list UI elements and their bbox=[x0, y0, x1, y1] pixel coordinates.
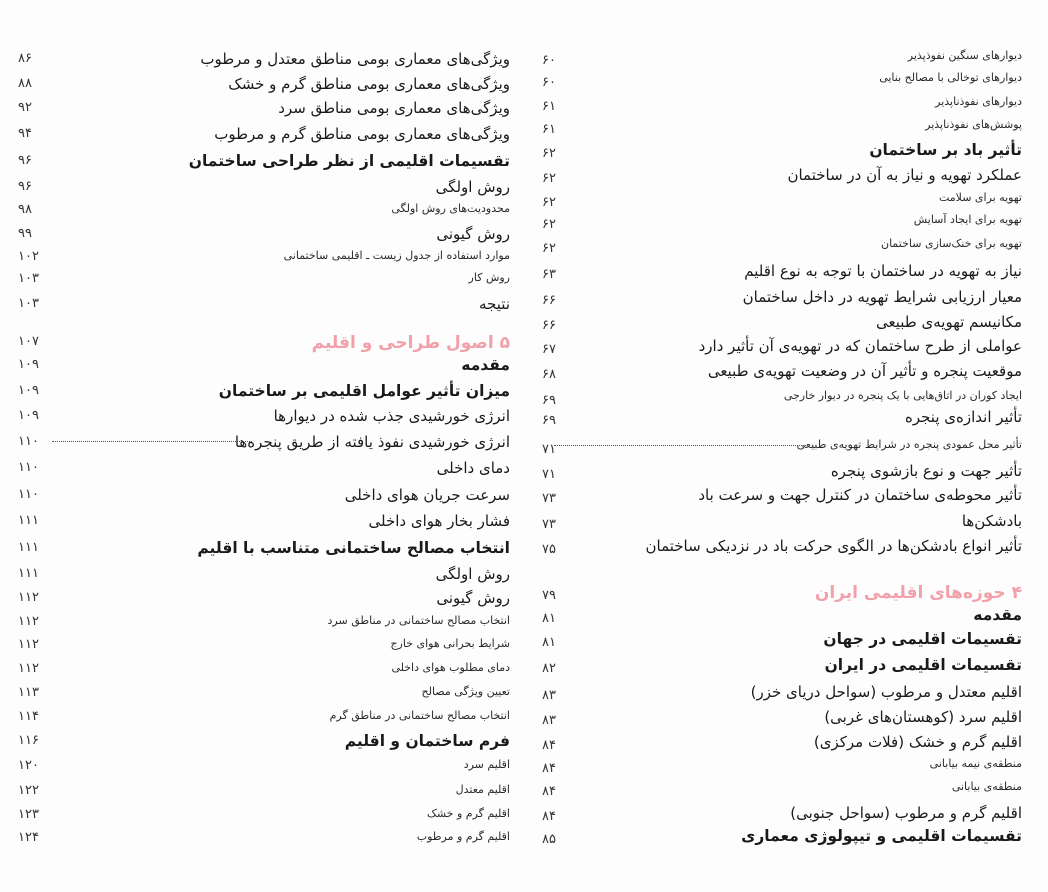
page-number: ۶۳ bbox=[542, 267, 556, 282]
page-number: ۹۲ bbox=[18, 100, 32, 115]
toc-entry: اقلیم گرم و مرطوب (سواحل جنوبی) bbox=[790, 804, 1022, 822]
page-number: ۸۳ bbox=[542, 688, 556, 703]
page-number: ۱۱۱ bbox=[18, 566, 39, 581]
toc-subentry: منطقه‌ی نیمه بیابانی bbox=[929, 757, 1022, 770]
page-number: ۸۸ bbox=[18, 76, 32, 91]
page-number: ۶۲ bbox=[542, 217, 556, 232]
toc-subentry: منطقه‌ی بیابانی bbox=[951, 780, 1022, 793]
toc-entry: مکانیسم تهویه‌ی طبیعی bbox=[875, 313, 1022, 331]
toc-subentry: موارد استفاده از جدول زیست ـ اقلیمی ساختمانی bbox=[283, 249, 510, 262]
toc-subentry: تهویه برای ایجاد آسایش bbox=[913, 213, 1022, 226]
page-number: ۹۸ bbox=[18, 202, 32, 217]
toc-subentry: دیوارهای توخالی با مصالح بنایی bbox=[879, 71, 1022, 84]
page-number: ۱۲۴ bbox=[18, 830, 39, 845]
page-number: ۱۰۹ bbox=[18, 357, 39, 372]
page-number: ۸۲ bbox=[542, 661, 556, 676]
dot-leader bbox=[554, 445, 810, 446]
page-number: ۸۶ bbox=[18, 51, 32, 66]
page-number: ۷۳ bbox=[542, 491, 556, 506]
toc-subentry: روش کار bbox=[468, 271, 510, 284]
page-number: ۱۲۳ bbox=[18, 807, 39, 822]
page-number: ۶۲ bbox=[542, 195, 556, 210]
page-number: ۱۰۷ bbox=[18, 334, 39, 349]
page-number: ۶۲ bbox=[542, 146, 556, 161]
toc-subentry: اقلیم سرد bbox=[463, 758, 510, 771]
page-number: ۶۲ bbox=[542, 171, 556, 186]
toc-subentry: تهویه برای سلامت bbox=[938, 191, 1022, 204]
section-heading: مقدمه bbox=[461, 356, 510, 374]
page-number: ۶۰ bbox=[542, 75, 556, 90]
page-number: ۱۱۰ bbox=[18, 460, 39, 475]
toc-entry: روش گیونی bbox=[436, 225, 510, 243]
toc-entry: اقلیم گرم و خشک (فلات مرکزی) bbox=[813, 733, 1022, 751]
page-number: ۷۱ bbox=[542, 442, 556, 457]
section-heading: تأثیر باد بر ساختمان bbox=[869, 141, 1022, 159]
toc-entry: روش اولگی bbox=[435, 178, 510, 196]
page-number: ۶۱ bbox=[542, 122, 556, 137]
toc-right-column bbox=[530, 0, 1048, 892]
page-number: ۱۱۱ bbox=[18, 513, 39, 528]
page-number: ۶۸ bbox=[542, 367, 556, 382]
toc-entry: ویژگی‌های معماری بومی مناطق گرم و مرطوب bbox=[214, 125, 510, 143]
toc-subentry: پوشش‌های نفوذناپذیر bbox=[925, 118, 1022, 131]
page-number: ۱۰۹ bbox=[18, 383, 39, 398]
toc-entry: اقلیم سرد (کوهستان‌های غربی) bbox=[824, 708, 1022, 726]
toc-subentry: دیوارهای نفوذناپذیر bbox=[935, 95, 1022, 108]
toc-entry: تأثیر اندازه‌ی پنجره bbox=[904, 408, 1022, 426]
toc-subentry: دیوارهای سنگین نفوذپذیر bbox=[907, 49, 1022, 62]
toc-entry: دمای داخلی bbox=[436, 459, 510, 477]
page-number: ۹۴ bbox=[18, 126, 32, 141]
chapter-title: ۴ حوزه‌های اقلیمی ایران bbox=[814, 583, 1022, 603]
section-heading: تقسیمات اقلیمی در جهان bbox=[823, 630, 1022, 648]
toc-subentry: انتخاب مصالح ساختمانی در مناطق سرد bbox=[327, 614, 510, 627]
page-number: ۱۱۳ bbox=[18, 685, 39, 700]
toc-entry: روش گیونی bbox=[436, 589, 510, 607]
page-number: ۱۱۶ bbox=[18, 733, 39, 748]
toc-entry: انرژی خورشیدی نفوذ یافته از طریق پنجره‌ها bbox=[234, 433, 510, 451]
page-number: ۷۱ bbox=[542, 467, 556, 482]
toc-entry: موقعیت پنجره و تأثیر آن در وضعیت تهویه‌ی طبیعی bbox=[707, 362, 1022, 380]
page-number: ۱۰۳ bbox=[18, 271, 39, 286]
page-number: ۸۱ bbox=[542, 611, 556, 626]
page-number: ۱۲۰ bbox=[18, 758, 39, 773]
toc-entry: سرعت جریان هوای داخلی bbox=[344, 486, 510, 504]
page-number: ۱۱۰ bbox=[18, 434, 39, 449]
page-number: ۱۱۴ bbox=[18, 709, 39, 724]
page-number: ۶۰ bbox=[542, 53, 556, 68]
toc-subentry: اقلیم گرم و مرطوب bbox=[416, 830, 510, 843]
toc-entry: تأثیر محوطه‌ی ساختمان در کنترل جهت و سرعت باد bbox=[698, 486, 1022, 504]
section-heading: انتخاب مصالح ساختمانی متناسب با اقلیم bbox=[197, 539, 510, 557]
page-number: ۷۳ bbox=[542, 517, 556, 532]
section-heading: فرم ساختمان و اقلیم bbox=[344, 732, 510, 750]
page-number: ۶۱ bbox=[542, 99, 556, 114]
toc-entry: ویژگی‌های معماری بومی مناطق معتدل و مرطوب bbox=[200, 50, 510, 68]
toc-subentry: تأثیر محل عمودی پنجره در شرایط تهویه‌ی طبیعی bbox=[796, 438, 1022, 451]
toc-entry: ویژگی‌های معماری بومی مناطق سرد bbox=[278, 99, 510, 117]
page-number: ۹۶ bbox=[18, 179, 32, 194]
toc-subentry: تعیین ویژگی مصالح bbox=[421, 685, 510, 698]
page-number: ۸۴ bbox=[542, 809, 556, 824]
page-number: ۸۴ bbox=[542, 784, 556, 799]
page-number: ۶۶ bbox=[542, 293, 556, 308]
toc-subentry: دمای مطلوب هوای داخلی bbox=[391, 661, 510, 674]
dot-leader bbox=[52, 441, 252, 442]
section-heading: تقسیمات اقلیمی از نظر طراحی ساختمان bbox=[188, 152, 510, 170]
page-number: ۱۱۲ bbox=[18, 661, 39, 676]
page-number: ۷۹ bbox=[542, 588, 556, 603]
toc-entry: انرژی خورشیدی جذب شده در دیوارها bbox=[273, 407, 510, 425]
page-number: ۱۲۲ bbox=[18, 783, 39, 798]
page-number: ۹۹ bbox=[18, 226, 32, 241]
toc-entry: عملکرد تهویه و نیاز به آن در ساختمان bbox=[787, 166, 1022, 184]
page-number: ۱۰۹ bbox=[18, 408, 39, 423]
section-heading: مقدمه bbox=[973, 606, 1022, 624]
page-number: ۱۱۲ bbox=[18, 614, 39, 629]
page-number: ۹۶ bbox=[18, 153, 32, 168]
page-number: ۱۱۱ bbox=[18, 540, 39, 555]
page-number: ۷۵ bbox=[542, 542, 556, 557]
section-heading: تقسیمات اقلیمی در ایران bbox=[824, 656, 1022, 674]
toc-subentry: انتخاب مصالح ساختمانی در مناطق گرم bbox=[329, 709, 510, 722]
page-number: ۸۴ bbox=[542, 738, 556, 753]
page-number: ۶۹ bbox=[542, 413, 556, 428]
toc-subentry: اقلیم معتدل bbox=[455, 783, 510, 796]
toc-entry: ویژگی‌های معماری بومی مناطق گرم و خشک bbox=[228, 75, 510, 93]
toc-entry: تأثیر انواع بادشکن‌ها در الگوی حرکت باد در نزدیکی ساختمان bbox=[645, 537, 1022, 555]
page-number: ۱۰۳ bbox=[18, 296, 39, 311]
page-number: ۶۷ bbox=[542, 342, 556, 357]
page-number: ۶۹ bbox=[542, 393, 556, 408]
page-number: ۸۱ bbox=[542, 635, 556, 650]
section-heading: تقسیمات اقلیمی و تیپولوژی معماری bbox=[741, 827, 1022, 845]
toc-subentry: محدودیت‌های روش اولگی bbox=[391, 202, 510, 215]
toc-entry: معیار ارزیابی شرایط تهویه در داخل ساختمان bbox=[742, 288, 1022, 306]
page-number: ۱۰۲ bbox=[18, 249, 39, 264]
toc-entry: نتیجه bbox=[479, 295, 510, 313]
page-number: ۱۱۲ bbox=[18, 590, 39, 605]
toc-subentry: شرایط بحرانی هوای خارج bbox=[390, 637, 510, 650]
toc-entry: فشار بخار هوای داخلی bbox=[368, 512, 510, 530]
toc-entry: تأثیر جهت و نوع بازشوی پنجره bbox=[830, 462, 1022, 480]
toc-subentry: تهویه برای خنک‌سازی ساختمان bbox=[881, 237, 1022, 250]
toc-entry: نیاز به تهویه در ساختمان با توجه به نوع اقلیم bbox=[744, 262, 1022, 280]
page-number: ۸۴ bbox=[542, 761, 556, 776]
chapter-title: ۵ اصول طراحی و اقلیم bbox=[311, 333, 510, 353]
toc-subentry: ایجاد کوران در اتاق‌هایی با یک پنجره در دیوار خارجی bbox=[783, 389, 1022, 402]
toc-entry: روش اولگی bbox=[435, 565, 510, 583]
toc-entry: بادشکن‌ها bbox=[961, 512, 1022, 530]
toc-entry: عواملی از طرح ساختمان که در تهویه‌ی آن تأثیر دارد bbox=[698, 337, 1022, 355]
section-heading: میزان تأثیر عوامل اقلیمی بر ساختمان bbox=[218, 382, 510, 400]
page-number: ۸۳ bbox=[542, 713, 556, 728]
toc-entry: اقلیم معتدل و مرطوب (سواحل دریای خزر) bbox=[750, 683, 1022, 701]
page-number: ۱۱۲ bbox=[18, 637, 39, 652]
toc-subentry: اقلیم گرم و خشک bbox=[427, 807, 510, 820]
page-number: ۸۵ bbox=[542, 832, 556, 847]
page-number: ۶۶ bbox=[542, 318, 556, 333]
page-number: ۱۱۰ bbox=[18, 487, 39, 502]
page-number: ۶۲ bbox=[542, 241, 556, 256]
